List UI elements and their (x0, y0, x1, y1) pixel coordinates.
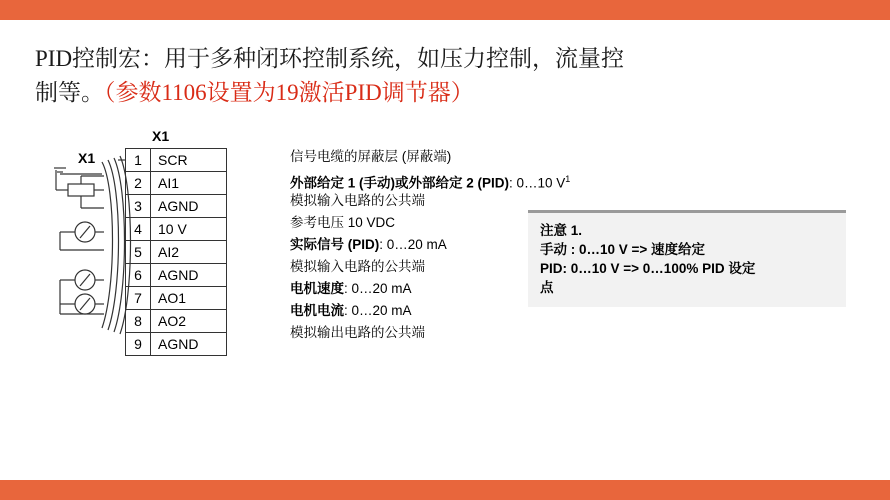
terminal-desc-tail: : 0…20 mA (344, 303, 412, 318)
terminal-desc-tail: : 0…10 V (509, 175, 566, 191)
terminal-desc-tail: : 0…20 mA (344, 281, 412, 296)
terminal-number: 4 (126, 218, 151, 241)
terminal-desc-plain: 模拟输入电路的公共端 (290, 193, 425, 208)
x1-top-label: X1 (152, 128, 170, 144)
top-decor-bar (0, 0, 890, 20)
note-box (528, 210, 846, 307)
terminal-name: AO2 (151, 310, 227, 333)
terminal-name: AGND (151, 333, 227, 356)
bottom-decor-bar (0, 480, 890, 500)
table-row (126, 149, 227, 172)
note-line-4: 点 (540, 280, 554, 295)
list-item (290, 190, 570, 212)
note-line-2: 手动 : 0…10 V => 速度给定 (540, 242, 706, 257)
terminal-name: AI2 (151, 241, 227, 264)
title-line-2-red: （参数1106设置为19激活PID调节器） (104, 80, 474, 105)
terminal-desc-plain: 参考电压 10 VDC (290, 215, 396, 230)
list-item (290, 168, 570, 190)
terminal-number: 2 (126, 172, 151, 195)
x1-left-label: X1 (78, 150, 96, 166)
terminal-desc-bold: 实际信号 (PID) (290, 237, 380, 252)
terminal-name: SCR (151, 149, 227, 172)
terminal-block-table (125, 148, 227, 356)
page-title (35, 42, 855, 110)
terminal-desc-footnote: 1 (565, 174, 571, 184)
table-row (126, 310, 227, 333)
terminal-desc-bold: 电机速度 (290, 281, 344, 296)
list-item (290, 146, 570, 168)
terminal-number: 7 (126, 287, 151, 310)
note-line-1: 注意 1. (540, 223, 583, 238)
terminal-number: 1 (126, 149, 151, 172)
table-row (126, 172, 227, 195)
terminal-name: AO1 (151, 287, 227, 310)
terminal-desc-bold: 电机电流 (290, 303, 344, 318)
list-item (290, 322, 570, 344)
terminal-number: 6 (126, 264, 151, 287)
terminal-number: 9 (126, 333, 151, 356)
terminal-number: 5 (126, 241, 151, 264)
terminal-desc-bold: 外部给定 1 (手动)或外部给定 2 (PID) (290, 175, 510, 191)
table-row (126, 287, 227, 310)
table-row (126, 218, 227, 241)
terminal-name: 10 V (151, 218, 227, 241)
table-row (126, 264, 227, 287)
terminal-number: 8 (126, 310, 151, 333)
terminal-desc-plain: 信号电缆的屏蔽层 (屏蔽端) (290, 149, 452, 164)
note-line-3: PID: 0…10 V => 0…100% PID 设定 (540, 261, 756, 276)
title-line-1: PID控制宏：用于多种闭环控制系统，如压力控制，流量控 (35, 46, 625, 71)
terminal-desc-tail: : 0…20 mA (379, 237, 447, 252)
terminal-desc-plain: 模拟输出电路的公共端 (290, 325, 425, 340)
terminal-desc-plain: 模拟输入电路的公共端 (290, 259, 425, 274)
table-row (126, 333, 227, 356)
terminal-number: 3 (126, 195, 151, 218)
terminal-name: AGND (151, 264, 227, 287)
table-row (126, 195, 227, 218)
terminal-name: AGND (151, 195, 227, 218)
terminal-name: AI1 (151, 172, 227, 195)
table-row (126, 241, 227, 264)
title-line-2-black: 制等。 (35, 80, 104, 105)
